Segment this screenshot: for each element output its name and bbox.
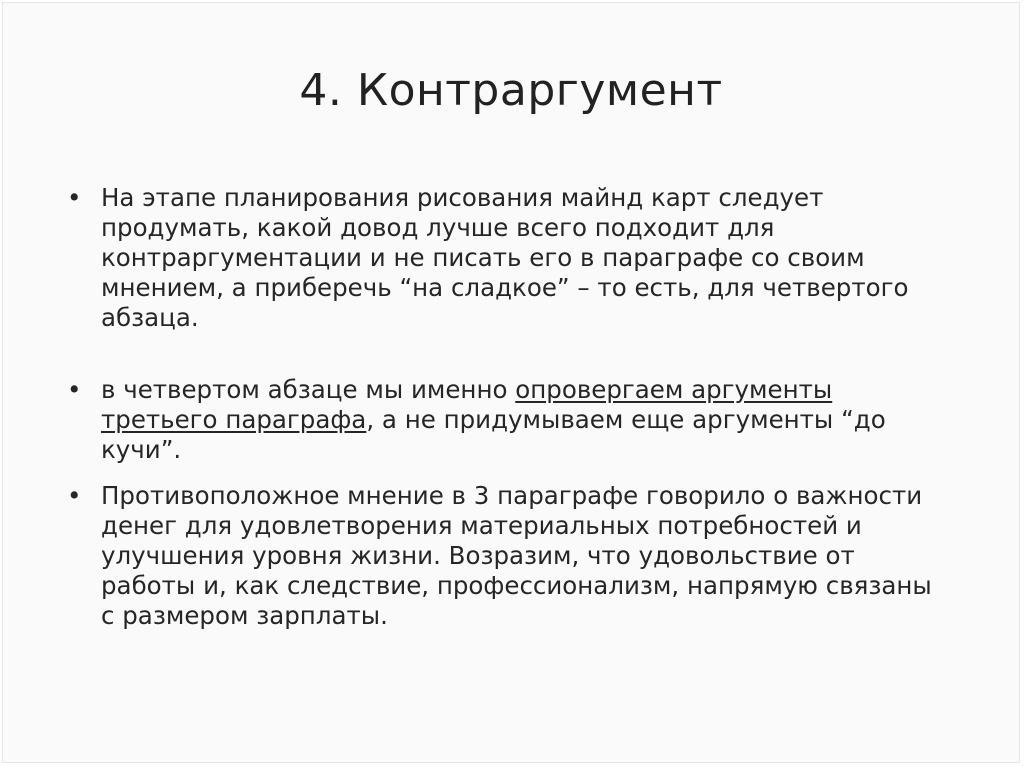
bullet-text-end: , а не придумываем еще аргументы “до кучи”. (101, 405, 886, 464)
bullet-dot-icon: • (67, 375, 82, 404)
bullet-list (67, 183, 947, 631)
bullet-item (67, 375, 947, 465)
bullet-text-start: в четвертом абзаце мы именно (101, 375, 516, 404)
slide-title: 4. Контраргумент (299, 65, 723, 116)
bullet-dot-icon: • (67, 481, 82, 510)
bullet-text: На этапе планирования рисования майнд карт следует продумать, какой довод лучше всего подходит для контраргументации и не писать его в параграфе со своим мнением, а приберечь “на сладкое” – то есть, для четвертого абзаца. (101, 183, 909, 332)
underlined-phrase: опровергаем аргументы третьего параграфа (101, 375, 833, 434)
bullet-item (67, 183, 947, 333)
bullet-item (67, 481, 947, 631)
slide (2, 2, 1020, 763)
bullet-dot-icon: • (67, 183, 82, 212)
bullet-text: Противоположное мнение в 3 параграфе говорило о важности денег для удовлетворения материальных потребностей и улучшения уровня жизни. Возразим, что удовольствие от работы и, как следствие, профессионализм, напрямую связаны с размером зарплаты. (101, 481, 932, 630)
